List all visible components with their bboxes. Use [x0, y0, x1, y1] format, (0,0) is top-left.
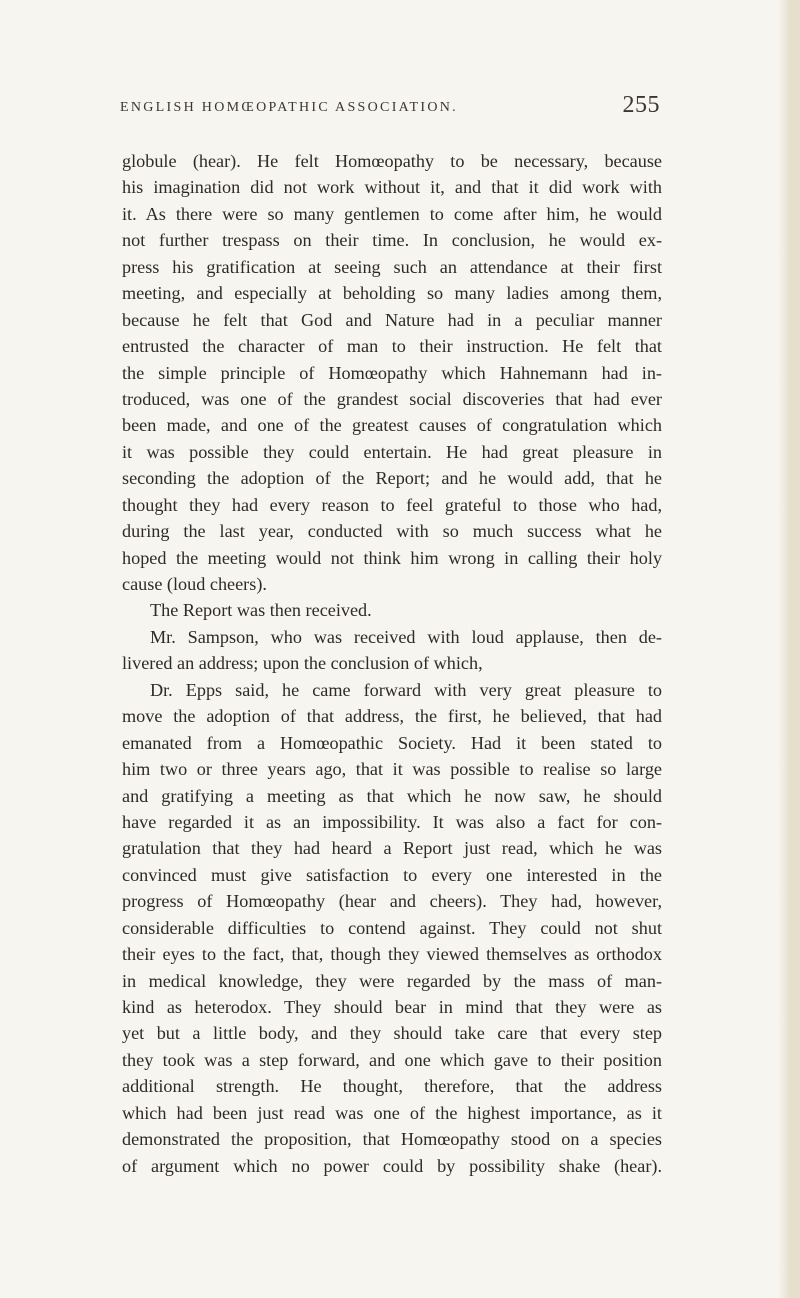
running-head: ENGLISH HOMŒOPATHIC ASSOCIATION.	[120, 100, 458, 115]
text-line: which had been just read was one of the highest importance, as it	[122, 1102, 662, 1123]
text-line: have regarded it as an impossibility. It was also a fact for con-	[122, 811, 662, 832]
text-line: seconding the adoption of the Report; and he would add, that he	[122, 468, 662, 489]
text-line: Mr. Sampson, who was received with loud applause, then de-	[150, 626, 662, 647]
text-line: yet but a little body, and they should take care that every step	[122, 1023, 662, 1044]
text-line: of argument which no power could by possibility shake (hear).	[122, 1155, 662, 1176]
body-text	[122, 148, 662, 1179]
text-line: convinced must give satisfaction to every one interested in the	[122, 864, 662, 885]
text-line: during the last year, conducted with so much success what he	[122, 521, 662, 542]
text-line: thought they had every reason to feel grateful to those who had,	[122, 494, 662, 515]
page-number: 255	[622, 92, 660, 118]
text-line: meeting, and especially at beholding so many ladies among them,	[122, 283, 662, 304]
text-line: emanated from a Homœopathic Society. Had it been stated to	[122, 732, 662, 753]
text-line: it was possible they could entertain. He had great pleasure in	[122, 441, 662, 462]
text-line: progress of Homœopathy (hear and cheers). They had, however,	[122, 891, 662, 912]
text-line: been made, and one of the greatest causes of congratulation which	[122, 415, 662, 436]
text-line: The Report was then received.	[150, 600, 372, 621]
text-line: cause (loud cheers).	[122, 574, 267, 594]
text-line: not further trespass on their time. In conclusion, he would ex-	[122, 230, 662, 251]
text-line: hoped the meeting would not think him wrong in calling their holy	[122, 547, 662, 568]
text-line: his imagination did not work without it, and that it did work with	[122, 177, 662, 198]
text-line: considerable difficulties to contend against. They could not shut	[122, 917, 662, 938]
text-line: kind as heterodox. They should bear in mind that they were as	[122, 997, 662, 1017]
text-line: him two or three years ago, that it was possible to realise so large	[122, 759, 662, 780]
text-line: livered an address; upon the conclusion of which,	[122, 653, 483, 674]
text-line: press his gratification at seeing such an attendance at their first	[122, 256, 662, 277]
page-edge-shadow	[778, 0, 800, 1298]
page-header	[120, 92, 660, 122]
text-line: because he felt that God and Nature had in a peculiar manner	[122, 309, 662, 330]
text-line: in medical knowledge, they were regarded by the mass of man-	[122, 970, 662, 991]
text-line: they took was a step forward, and one which gave to their position	[122, 1049, 662, 1070]
text-line: gratulation that they had heard a Report just read, which he was	[122, 838, 662, 859]
text-line: their eyes to the fact, that, though they viewed themselves as orthodox	[122, 944, 662, 965]
text-line: globule (hear). He felt Homœopathy to be necessary, because	[122, 151, 662, 171]
text-line: entrusted the character of man to their instruction. He felt that	[122, 336, 662, 357]
text-line: and gratifying a meeting as that which he now saw, he should	[122, 785, 662, 806]
text-line: additional strength. He thought, therefore, that the address	[122, 1076, 662, 1097]
text-line: it. As there were so many gentlemen to come after him, he would	[122, 203, 662, 224]
text-line: demonstrated the proposition, that Homœopathy stood on a species	[122, 1129, 662, 1150]
text-line: the simple principle of Homœopathy which Hahnemann had in-	[122, 362, 662, 383]
text-line: troduced, was one of the grandest social discoveries that had ever	[122, 388, 662, 409]
text-line: Dr. Epps said, he came forward with very great pleasure to	[150, 679, 662, 700]
text-line: move the adoption of that address, the first, he believed, that had	[122, 706, 662, 727]
